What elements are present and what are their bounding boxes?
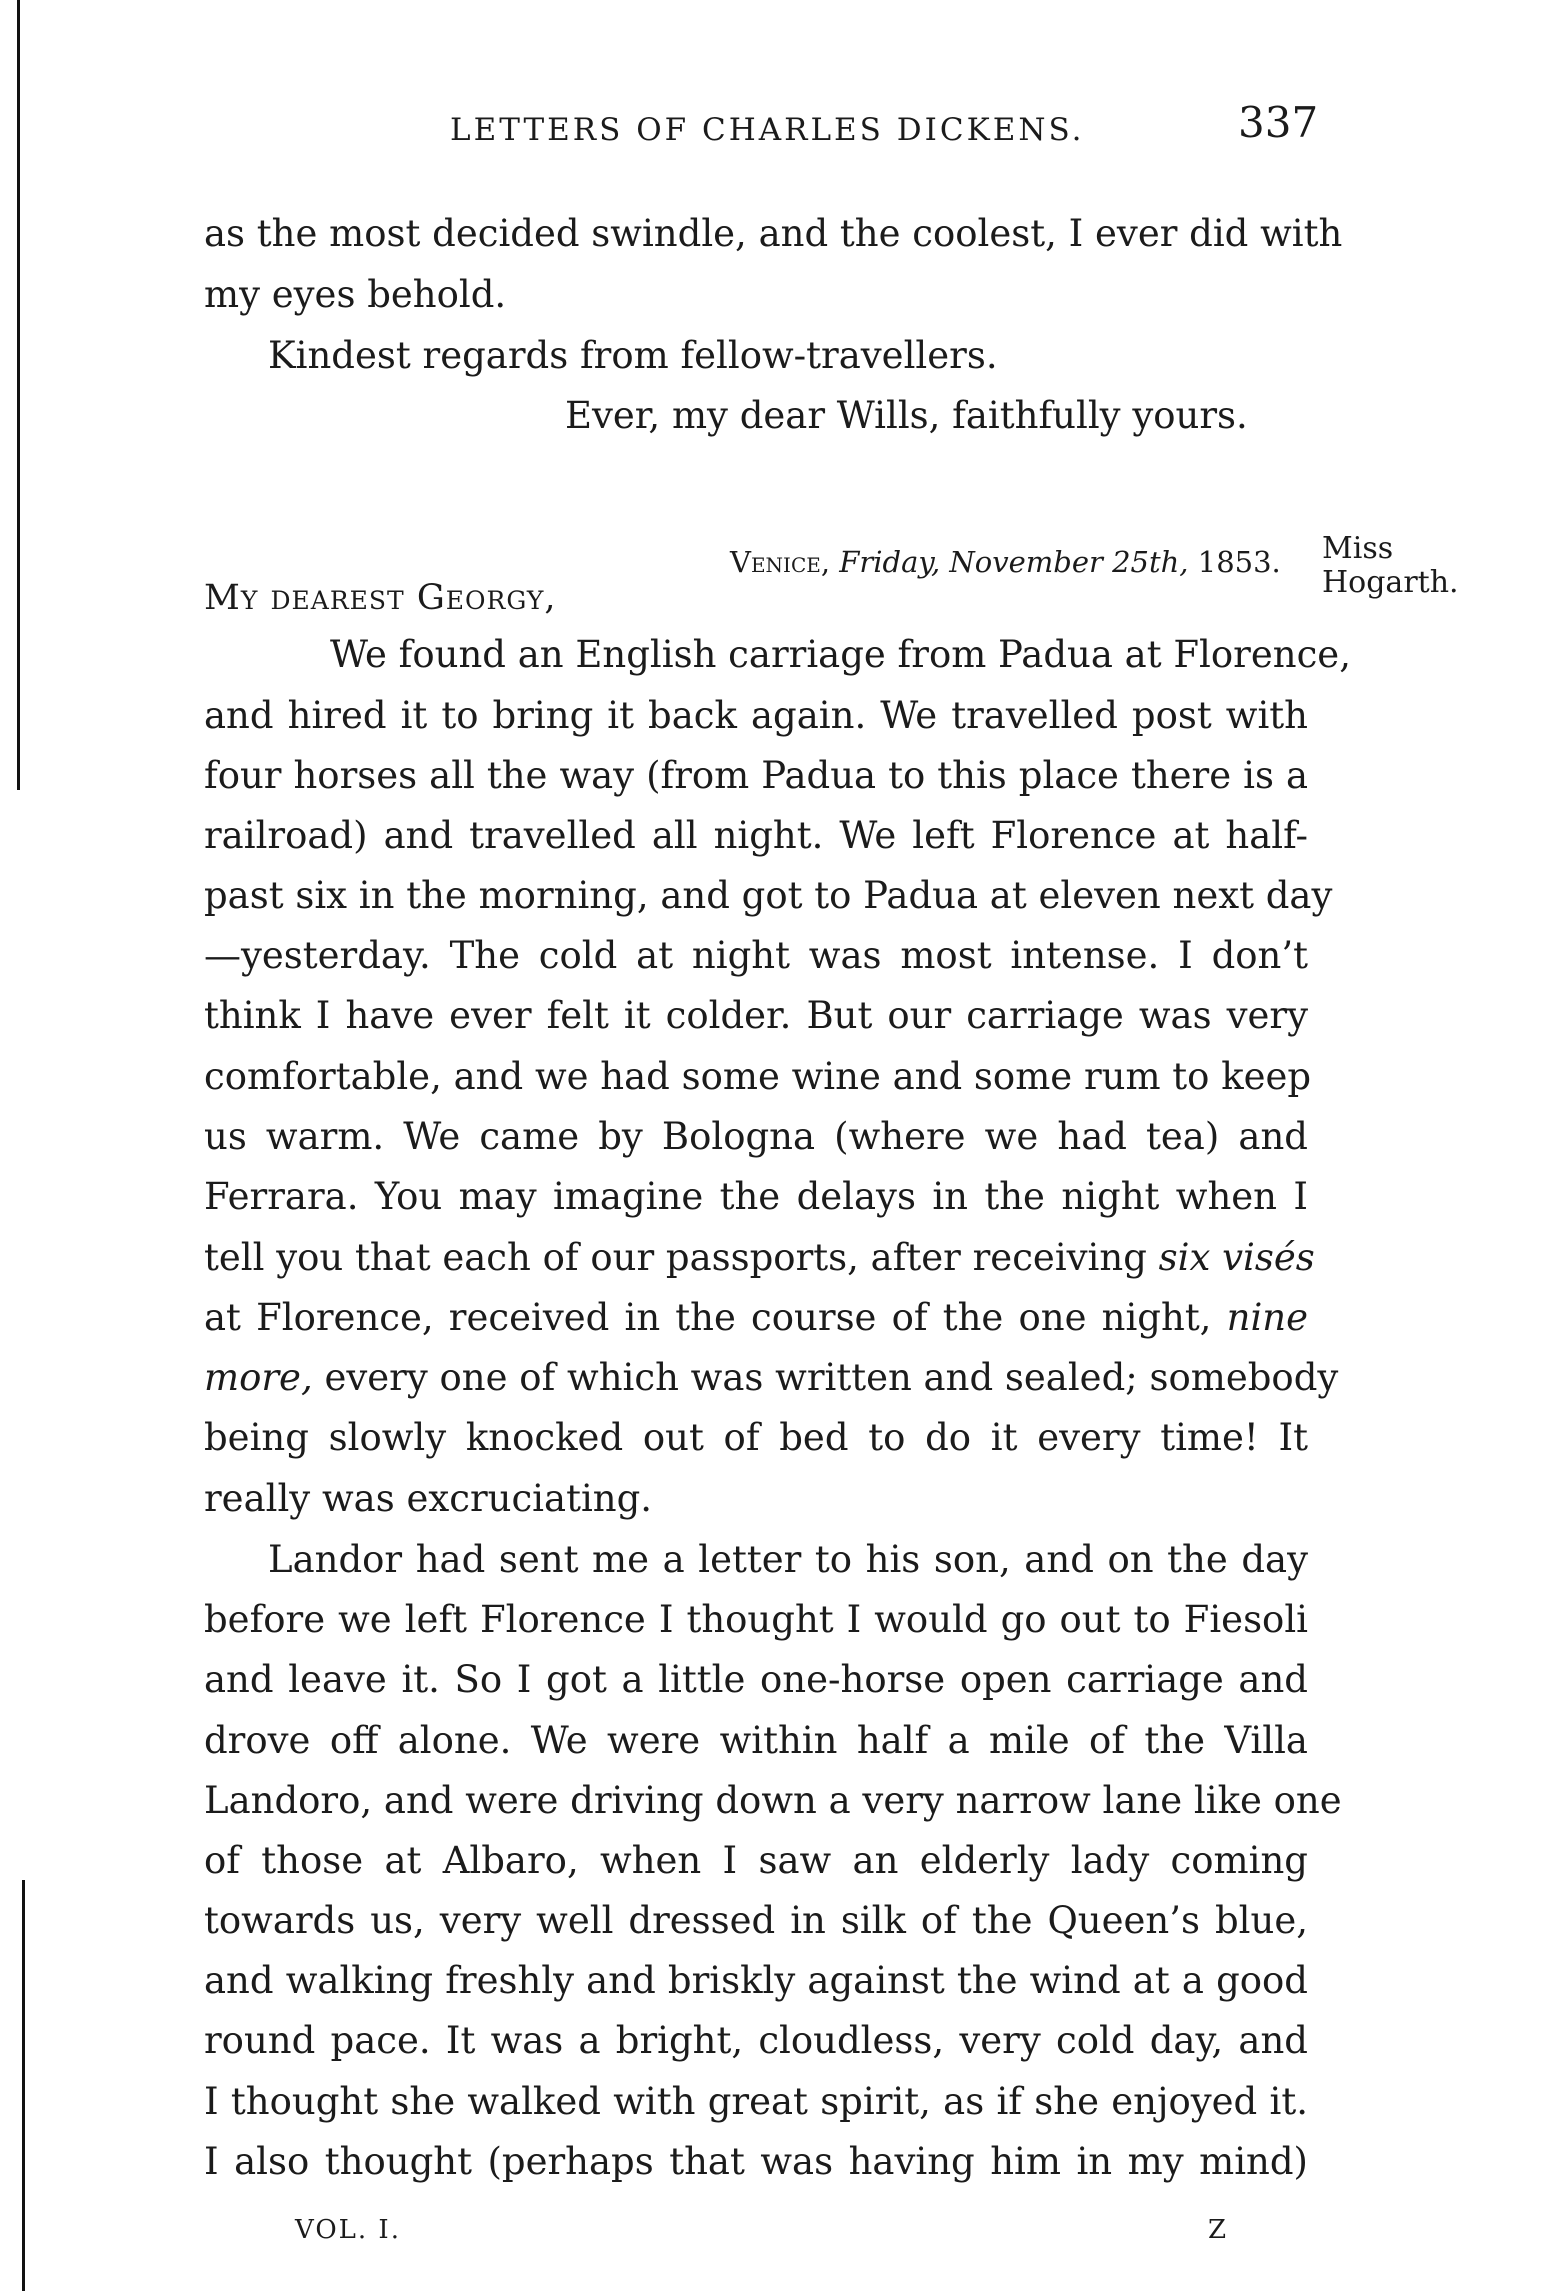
text-line: as the most decided swindle, and the coolest, I ever did with bbox=[204, 212, 1343, 255]
text-span: at Florence, received in the course of the one night, bbox=[204, 1296, 1227, 1339]
page-number: 337 bbox=[1238, 98, 1319, 147]
italic-span: more, bbox=[204, 1356, 313, 1399]
scan-edge-top bbox=[17, 0, 20, 790]
text-line bbox=[204, 1295, 1308, 1341]
text-line: my eyes behold. bbox=[204, 273, 507, 316]
footer-signature-mark: Z bbox=[1208, 2215, 1227, 2245]
text-line bbox=[204, 1355, 1339, 1401]
text-line: think I have ever felt it colder. But our carriage was very bbox=[204, 994, 1308, 1037]
margin-note-line: Hogarth. bbox=[1322, 565, 1459, 600]
text-line: comfortable, and we had some wine and some rum to keep bbox=[204, 1055, 1312, 1098]
margin-note-line: Miss bbox=[1322, 531, 1394, 566]
salutation: My dearest Georgy, bbox=[204, 578, 557, 618]
text-line: us warm. We came by Bologna (where we had tea) and bbox=[204, 1115, 1308, 1158]
closing-signoff: Ever, my dear Wills, faithfully yours. bbox=[565, 394, 1248, 437]
dateline-year: 1853. bbox=[1197, 545, 1281, 579]
text-line: of those at Albaro, when I saw an elderly lady coming bbox=[204, 1839, 1308, 1882]
italic-span: nine bbox=[1226, 1296, 1308, 1339]
text-line: past six in the morning, and got to Padua at eleven next day bbox=[204, 874, 1333, 917]
scan-edge-bottom bbox=[22, 1880, 25, 2291]
text-line: four horses all the way (from Padua to this place there is a bbox=[204, 754, 1308, 797]
text-line: I thought she walked with great spirit, as if she enjoyed it. bbox=[204, 2080, 1308, 2123]
text-line: round pace. It was a bright, cloudless, very cold day, and bbox=[204, 2019, 1308, 2062]
footer-volume: VOL. I. bbox=[295, 2215, 401, 2245]
dateline-day: Friday, bbox=[839, 545, 941, 579]
text-line: and walking freshly and briskly against the wind at a good bbox=[204, 1959, 1308, 2002]
text-line: Landor had sent me a letter to his son, and on the day bbox=[268, 1538, 1308, 1581]
text-line: and leave it. So I got a little one-horse open carriage and bbox=[204, 1658, 1308, 1701]
running-head: LETTERS OF CHARLES DICKENS. bbox=[450, 112, 1085, 148]
closing-regards: Kindest regards from fellow-travellers. bbox=[268, 334, 998, 377]
dateline bbox=[730, 545, 1281, 579]
text-line: drove off alone. We were within half a mile of the Villa bbox=[204, 1719, 1308, 1762]
text-line: Landoro, and were driving down a very narrow lane like one bbox=[204, 1779, 1342, 1822]
margin-recipient-note bbox=[1322, 532, 1459, 600]
italic-span: six visés bbox=[1158, 1236, 1315, 1279]
dateline-date: November 25th, bbox=[949, 545, 1189, 579]
text-line: We found an English carriage from Padua at Florence, bbox=[330, 633, 1351, 676]
text-span: every one of which was written and sealed; somebody bbox=[312, 1356, 1339, 1399]
text-line: I also thought (perhaps that was having him in my mind) bbox=[204, 2140, 1308, 2183]
text-line: really was excruciating. bbox=[204, 1477, 653, 1520]
text-span: tell you that each of our passports, after receiving bbox=[204, 1236, 1159, 1279]
text-line: towards us, very well dressed in silk of the Queen’s blue, bbox=[204, 1899, 1308, 1942]
text-line: Ferrara. You may imagine the delays in the night when I bbox=[204, 1175, 1308, 1218]
text-line: being slowly knocked out of bed to do it every time! It bbox=[204, 1416, 1308, 1459]
dateline-place: Venice, bbox=[730, 545, 831, 579]
text-line: —yesterday. The cold at night was most intense. I don’t bbox=[204, 934, 1308, 977]
text-line: before we left Florence I thought I would go out to Fiesoli bbox=[204, 1598, 1308, 1641]
text-line: and hired it to bring it back again. We travelled post with bbox=[204, 694, 1308, 737]
text-line bbox=[204, 1235, 1315, 1281]
text-line: railroad) and travelled all night. We left Florence at half- bbox=[204, 814, 1308, 857]
